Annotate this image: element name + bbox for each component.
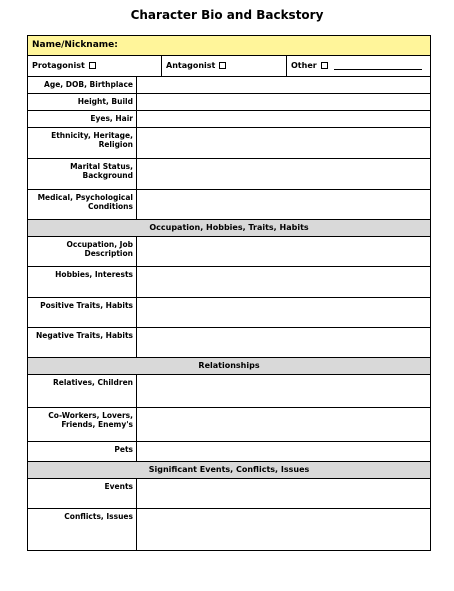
row-label: Eyes, Hair — [28, 111, 137, 127]
section-header-occupation — [28, 220, 430, 237]
form-row-conflicts[interactable] — [28, 509, 430, 550]
name-nickname-field[interactable] — [28, 36, 430, 56]
form-row-eyes[interactable] — [28, 111, 430, 128]
form-row-negative-traits[interactable] — [28, 328, 430, 358]
row-label: Height, Build — [28, 94, 137, 110]
row-label: Medical, Psychological Conditions — [28, 190, 137, 219]
row-label: Events — [28, 479, 137, 508]
row-label: Marital Status, Background — [28, 159, 137, 189]
form-row-coworkers[interactable] — [28, 408, 430, 442]
section-title: Occupation, Hobbies, Traits, Habits — [149, 223, 309, 232]
row-label: Conflicts, Issues — [28, 509, 137, 550]
form-row-positive-traits[interactable] — [28, 298, 430, 328]
other-checkbox[interactable] — [321, 62, 328, 69]
protagonist-label: Protagonist — [32, 61, 85, 70]
form-row-height[interactable] — [28, 94, 430, 111]
form-row-events[interactable] — [28, 479, 430, 509]
section-title: Relationships — [198, 361, 260, 370]
page-title: Character Bio and Backstory — [130, 8, 324, 22]
row-label: Ethnicity, Heritage, Religion — [28, 128, 137, 158]
antagonist-label: Antagonist — [166, 61, 216, 70]
antagonist-checkbox[interactable] — [219, 62, 226, 69]
role-antagonist[interactable] — [162, 56, 287, 76]
other-label: Other — [291, 61, 317, 70]
role-protagonist[interactable] — [28, 56, 162, 76]
form-row-ethnicity[interactable] — [28, 128, 430, 159]
character-bio-form — [27, 35, 431, 551]
other-specify-line[interactable] — [334, 69, 422, 70]
form-row-relatives[interactable] — [28, 375, 430, 408]
section-title: Significant Events, Conflicts, Issues — [148, 465, 310, 474]
row-label: Hobbies, Interests — [28, 267, 137, 297]
row-label: Relatives, Children — [28, 375, 137, 407]
form-row-hobbies[interactable] — [28, 267, 430, 298]
section-header-events — [28, 462, 430, 479]
row-label: Co-Workers, Lovers, Friends, Enemy's — [28, 408, 137, 441]
row-label: Negative Traits, Habits — [28, 328, 137, 357]
form-row-marital[interactable] — [28, 159, 430, 190]
row-label: Occupation, Job Description — [28, 237, 137, 266]
form-row-occupation[interactable] — [28, 237, 430, 267]
row-label: Positive Traits, Habits — [28, 298, 137, 327]
form-row-medical[interactable] — [28, 190, 430, 220]
row-label: Age, DOB, Birthplace — [28, 77, 137, 93]
row-label: Pets — [28, 442, 137, 461]
role-selection-row — [28, 56, 430, 77]
form-row-pets[interactable] — [28, 442, 430, 462]
name-nickname-label: Name/Nickname: — [32, 40, 118, 50]
form-row-age[interactable] — [28, 77, 430, 94]
section-header-relationships — [28, 358, 430, 375]
protagonist-checkbox[interactable] — [89, 62, 96, 69]
role-other[interactable] — [287, 56, 430, 76]
